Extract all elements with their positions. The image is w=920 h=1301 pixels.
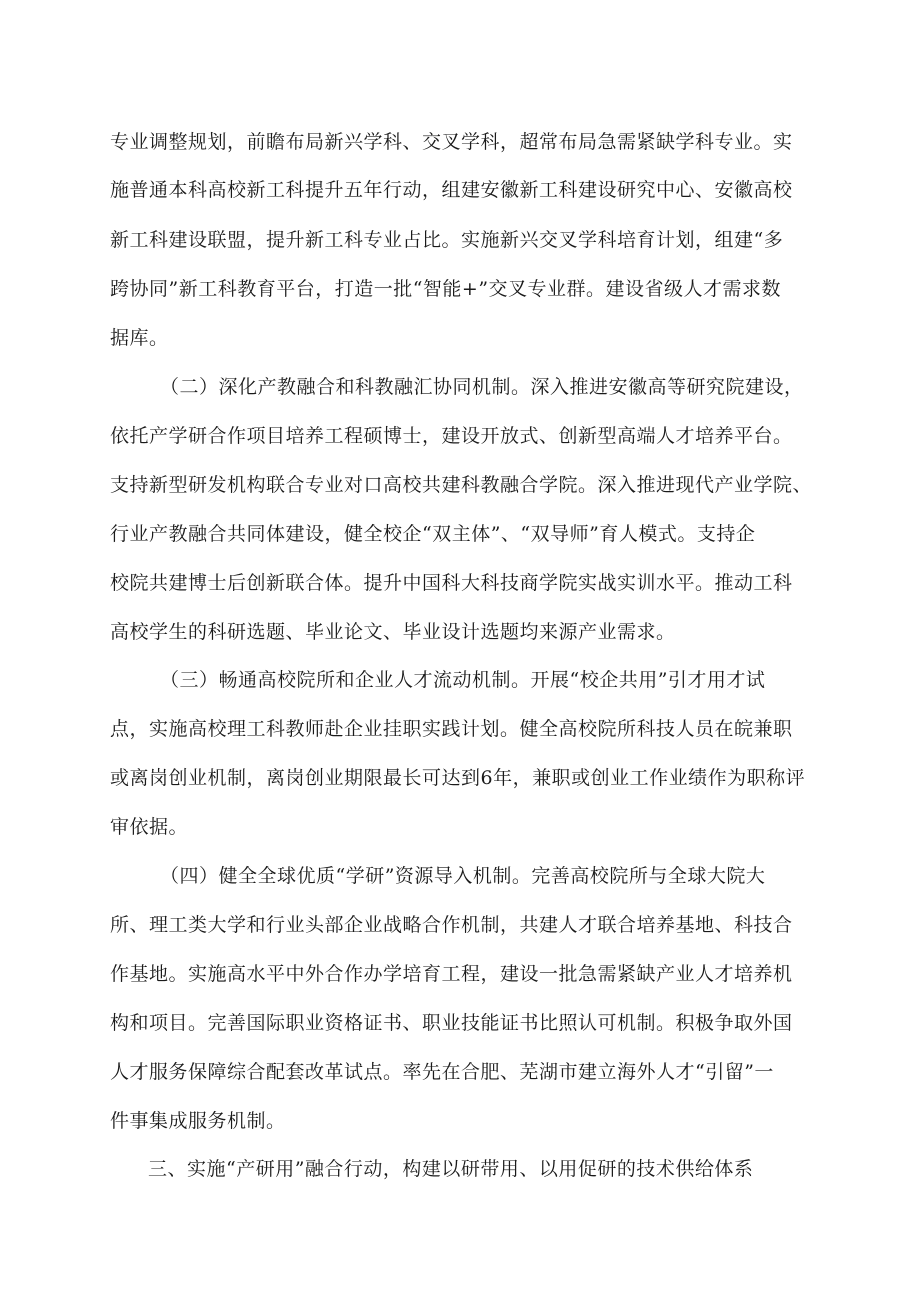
paragraph-2-line-1: （二）深化产教融合和科教融汇协同机制。深入推进安徽高等研究院建设， [160,376,804,398]
paragraph-2-line-4: 行业产教融合共同体建设，健全校企“双主体”、“双导师”育人模式。支持企 [110,523,756,545]
paragraph-2-line-5: 校院共建博士后创新联合体。提升中国科大科技商学院实战实训水平。推动工科 [110,572,793,594]
paragraph-4-line-4: 构和项目。完善国际职业资格证书、职业技能证书比照认可机制。积极争取外国 [110,1012,793,1034]
paragraph-4-line-5: 人才服务保障综合配套改革试点。率先在合肥、芜湖市建立海外人才“引留”一 [110,1061,774,1083]
section-heading: 三、实施“产研用”融合行动，构建以研带用、以用促研的技术供给体系 [148,1158,754,1180]
paragraph-2-line-2: 依托产学研合作项目培养工程硕博士，建设开放式、创新型高端人才培养平台。 [110,425,793,447]
paragraph-4-line-2: 所、理工类大学和行业头部企业战略合作机制，共建人才联合培养基地、科技合 [110,914,793,936]
paragraph-4-line-6: 件事集成服务机制。 [110,1110,286,1132]
paragraph-3-line-2: 点，实施高校理工科教师赴企业挂职实践计划。健全高校院所科技人员在皖兼职 [110,718,793,740]
paragraph-1-line-2: 施普通本科高校新工科提升五年行动，组建安徽新工科建设研究中心、安徽高校 [110,179,793,201]
paragraph-2-line-6: 高校学生的科研选题、毕业论文、毕业设计选题均来源产业需求。 [110,621,676,643]
paragraph-1-line-3: 新工科建设联盟，提升新工科专业占比。实施新兴交叉学科培育计划，组建“多 [110,229,784,251]
paragraph-4-line-3: 作基地。实施高水平中外合作办学培育工程，建设一批急需紧缺产业人才培养机 [110,963,793,985]
paragraph-3-line-1: （三）畅通高校院所和企业人才流动机制。开展“校企共用”引才用才试 [160,669,766,691]
paragraph-1-line-1: 专业调整规划，前瞻布局新兴学科、交叉学科，超常布局急需紧缺学科专业。实 [110,131,793,153]
paragraph-2-line-3: 支持新型研发机构联合专业对口高校共建科教融合学院。深入推进现代产业学院、 [110,474,813,496]
paragraph-4-line-1: （四）健全全球优质“学研”资源导入机制。完善高校院所与全球大院大 [160,865,766,887]
paragraph-1-line-5: 据库。 [110,327,169,349]
paragraph-3-line-4: 审依据。 [110,816,189,838]
paragraph-3-line-3: 或离岗创业机制，离岗创业期限最长可达到6年，兼职或创业工作业绩作为职称评 [110,767,806,789]
paragraph-1-line-4: 跨协同”新工科教育平台，打造一批“智能+”交叉专业群。建设省级人才需求数 [110,278,782,300]
